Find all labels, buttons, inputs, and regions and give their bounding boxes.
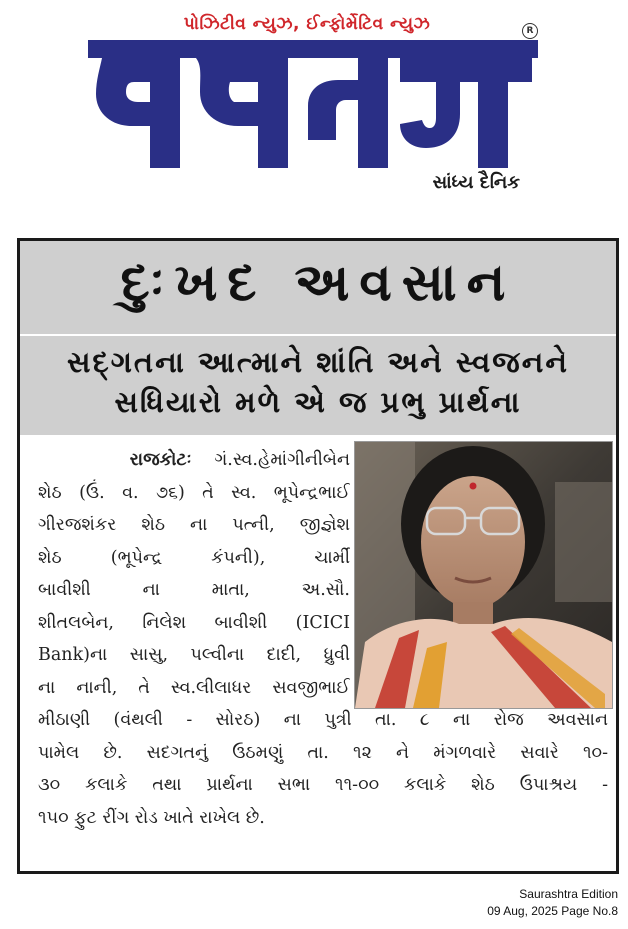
body-line: શીતલબેન, નિલેશ બાવીશી (ICICI — [38, 612, 350, 633]
body-line: શેઠ (ઉં. વ. ૭૬) તે સ્વ. ભૂપેન્દ્રભાઈ — [38, 482, 350, 503]
newspaper-logo — [88, 40, 538, 170]
dateline-place: રાજકોટઃ — [129, 450, 192, 470]
edition-date-page: 09 Aug, 2025 Page No.8 — [487, 904, 618, 918]
body-line: શેઠ (ભૂપેન્દ્ર કંપની), ચાર્મી — [38, 547, 350, 568]
edition-info — [487, 886, 618, 920]
body-line: ૩૦ કલાકે તથા પ્રાર્થના સભા ૧૧-૦૦ કલાકે શેઠ ઉપાશ્રય - — [38, 775, 608, 795]
obituary-notice — [17, 238, 619, 874]
body-line: ૧૫૦ ફુટ રીંગ રોડ ખાતે રાખેલ છે. — [38, 807, 265, 828]
masthead-tagline: પોઝિટીવ ન્યુઝ, ઈન્ફોર્મેટિવ ન્યુઝ — [183, 14, 431, 34]
masthead — [0, 0, 628, 215]
body-line: ના નાની, તે સ્વ.લીલાધર સવજીભાઈ — [38, 677, 350, 698]
body-line: પામેલ છે. સદગતનું ઉઠમણું તા. ૧૨ ને મંગળવારે સવારે ૧૦- — [38, 742, 608, 763]
body-line: Bank)ના સાસુ, પલ્વીના દાદી, ધ્રુવી — [38, 645, 350, 665]
body-line: બાવીશી ના માતા, અ.સૌ. — [38, 580, 350, 600]
registered-mark: R — [522, 23, 538, 39]
divider — [20, 334, 616, 336]
masthead-subtitle: સાંધ્ય દૈનિક — [432, 172, 520, 193]
notice-title: દુઃખદ અવસાન — [120, 253, 516, 313]
notice-body — [38, 444, 608, 834]
notice-header — [20, 241, 616, 435]
notice-subtitle-line1: સદ્‌ગતના આત્માને શાંતિ અને સ્વજનને — [67, 345, 569, 379]
body-line: રાજકોટઃ ગં.સ્વ.હેમાંગીનીબેન — [129, 450, 350, 470]
body-line: મીઠાણી (વંથલી - સોરઠ) ના પુત્રી તા. ૮ ના રોજ અવસાન — [38, 710, 608, 730]
notice-subtitle-line2: સધિયારો મળે એ જ પ્રભુ પ્રાર્થના — [114, 385, 522, 419]
body-line: ગીરજશંકર શેઠ ના પત્ની, જીજ્ઞેશ — [38, 515, 350, 535]
edition-name: Saurashtra Edition — [519, 887, 618, 901]
